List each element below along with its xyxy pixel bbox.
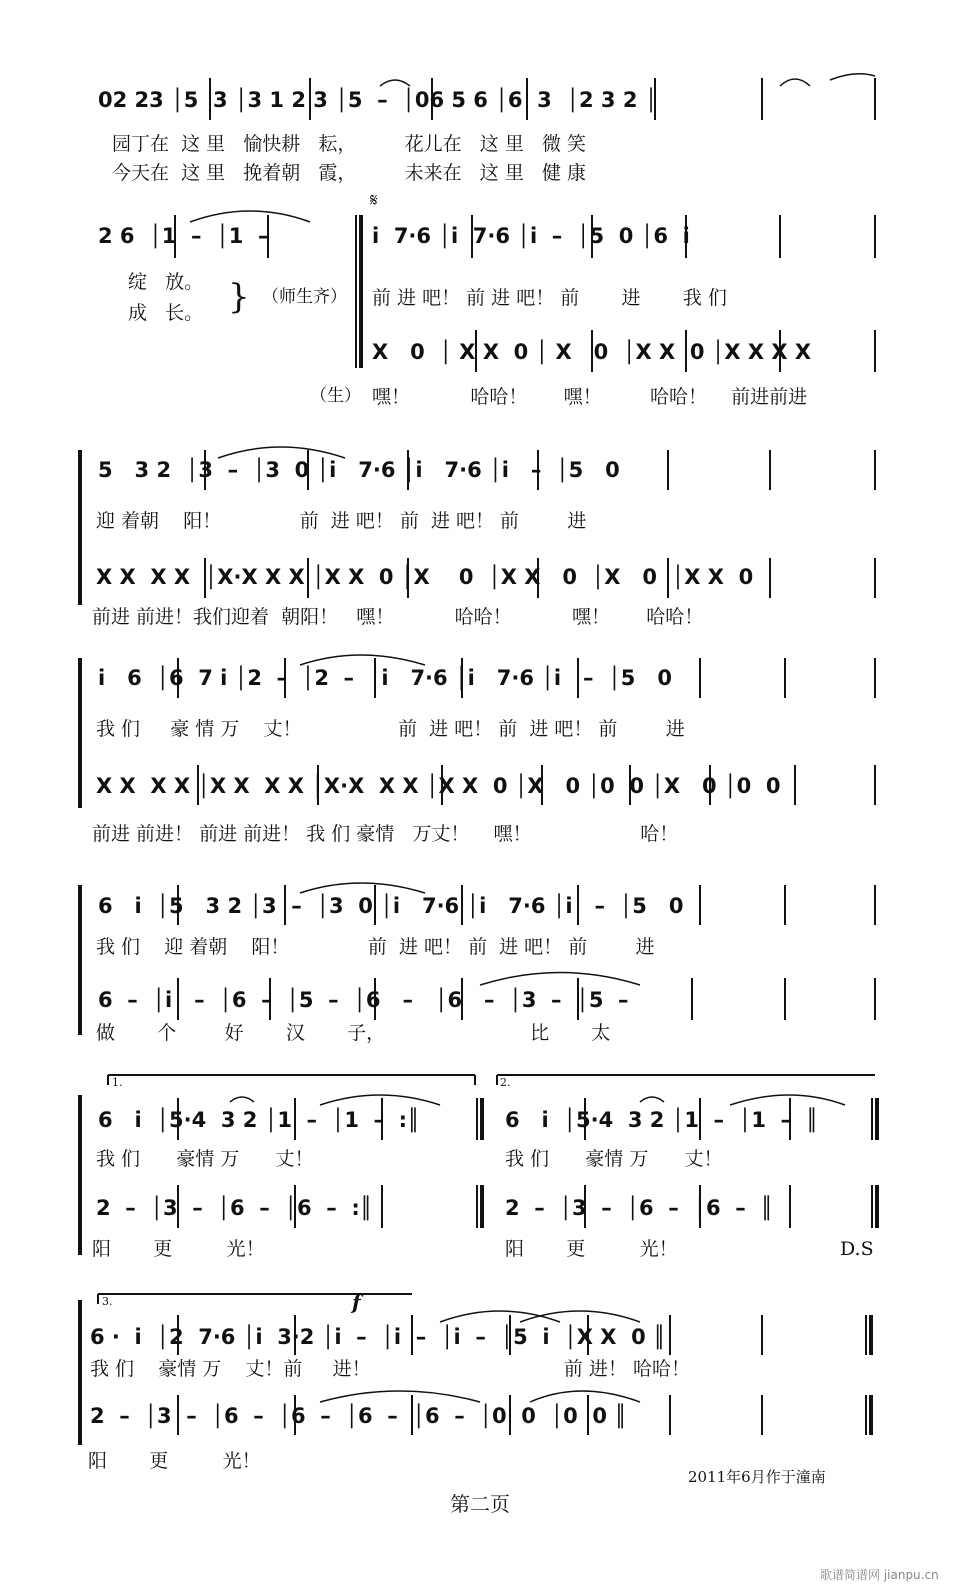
row4-rhythm: X X X X │X X X X │X·X X X │X X 0 │X 0 │0 0 │X 0 │0 0 <box>96 774 781 798</box>
watermark: 歌谱简谱网 jianpu.cn <box>820 1568 939 1582</box>
row7-low: 2 – │3 – │6 – │6 – │6 – │6 – │0 0 │0 0 ║ <box>90 1404 627 1428</box>
volta-1: 1. <box>112 1076 123 1089</box>
row2-lyric-b: 前 进 吧！ 前 进 吧！ 前 进 我 们 <box>372 287 727 309</box>
row5-notes-2: 6 – │i – │6 – │5 – │6 – │6 – │3 – │5 – <box>98 988 629 1012</box>
row6-lyric-2b: 阳 更 光！ <box>505 1238 678 1260</box>
row5-notes: 6 i │5 3 2 │3 – │3 0 │i 7·6 │i 7·6 │i – │5 0 <box>98 894 684 918</box>
volta-2: 2. <box>500 1076 511 1089</box>
dynamic-forte: f <box>352 1290 361 1314</box>
row3-lyric-2: 前进 前进！我们迎着 朝阳！ 嘿！ 哈哈！ 嘿！ 哈哈！ <box>92 606 704 628</box>
row3-notes: 5 3 2 │3 – │3 0 │i 7·6 │i 7·6 │i – │5 0 <box>98 458 620 482</box>
lyric-brace: } <box>228 277 250 317</box>
row2-rhythm: X 0 │ X X 0 │ X 0 │X X 0 │X X X X <box>372 340 812 364</box>
dal-segno: D.S <box>840 1238 874 1260</box>
volta-3: 3. <box>102 1295 113 1308</box>
row1-lyric-1: 园丁在 这 里 愉快耕 耘， 花儿在 这 里 微 笑 <box>112 133 586 155</box>
row2-notes-b: i 7·6 │i 7·6 │i – │5 0 │6 i <box>372 224 690 248</box>
composed-note: 2011年6月作于潼南 <box>688 1468 826 1486</box>
row6-low-a: 2 – │3 – │6 – │6 – :║ <box>96 1196 373 1220</box>
row7-lyric-2: 阳 更 光！ <box>88 1450 261 1472</box>
row6-lyric-2a: 阳 更 光！ <box>92 1238 265 1260</box>
row3-lyric: 迎 着朝 阳！ 前 进 吧！ 前 进 吧！ 前 进 <box>96 510 587 532</box>
row6-lyric-b: 我 们 豪情 万 丈！ <box>505 1148 723 1170</box>
row3-rhythm: X X X X │X·X X X │X X 0 │X 0 │X X 0 │X 0 │X X 0 <box>96 565 754 589</box>
row2-label-students: （生） <box>310 386 361 406</box>
row2-notes-a: 2 6 │1 – │1 – <box>98 224 269 248</box>
row2-lyric-a2: 成 长。 <box>128 302 204 324</box>
row6-lyric-a: 我 们 豪情 万 丈！ <box>96 1148 314 1170</box>
row2-shout: 嘿！ 哈哈！ 嘿！ 哈哈！ 前进前进 <box>372 386 808 408</box>
page-number: 第二页 <box>450 1492 510 1516</box>
row6-low-b: 2 – │3 – │6 – │6 – ║ <box>505 1196 773 1220</box>
row1-lyric-2: 今天在 这 里 挽着朝 霞， 未来在 这 里 健 康 <box>112 162 586 184</box>
row2-lyric-a1: 绽 放。 <box>128 271 204 293</box>
row7-lyric: 我 们 豪情 万 丈！前 进！ 前 进！ 哈哈！ <box>90 1358 690 1380</box>
row7-notes: 6 · i │2 7·6 │i 3·2 │i – │i – │i – │5 i │X X 0 ║ <box>90 1325 666 1349</box>
row6-notes-a: 6 i │5·4 3 2 │1 – │1 – :║ <box>98 1108 420 1132</box>
row5-lyric: 我 们 迎 着朝 阳！ 前 进 吧！ 前 进 吧！ 前 进 <box>96 936 655 958</box>
row4-lyric: 我 们 豪 情 万 丈！ 前 进 吧！ 前 进 吧！ 前 进 <box>96 718 685 740</box>
row4-notes: i 6 │6 7 i │2 – │2 – │i 7·6 │i 7·6 │i – │5 0 <box>98 666 672 690</box>
row2-label-tutti: （师生齐） <box>262 287 347 307</box>
row4-lyric-2: 前进 前进！ 前进 前进！ 我 们 豪情 万丈！ 嘿！ 哈！ <box>92 823 679 845</box>
segno-sign: 𝄋 <box>370 190 378 211</box>
row6-notes-b: 6 i │5·4 3 2 │1 – │1 – ║ <box>505 1108 819 1132</box>
row1-notes: 02 23 │5 3 │3 1 2 3 │5 – │06 5 6 │6 3 │2 3 2 │ <box>98 88 658 112</box>
row5-lyric-2: 做 个 好 汉 子， 比 太 <box>96 1022 611 1044</box>
